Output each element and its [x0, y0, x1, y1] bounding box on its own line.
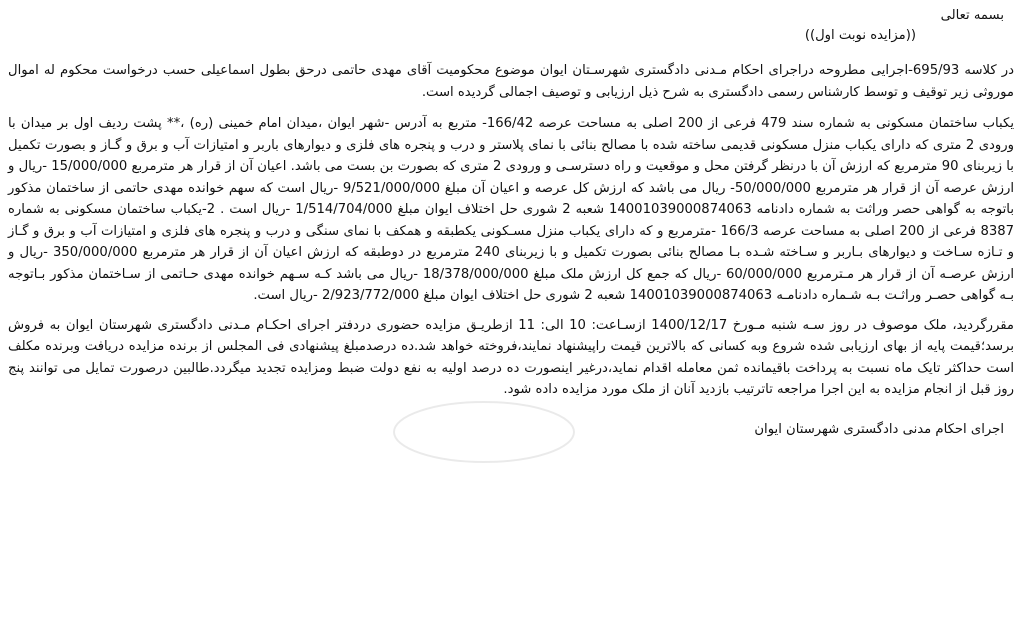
auction-conditions-paragraph: مقررگردید، ملک موصوف در روز سـه شنبه مـورخ 1400/12/17 ازسـاعت: 10 الی: 11 ازطریـق مزایده حضوری دردفتر اجرای احکـام مـدنی دادگستری شهرستان ایوان به فروش برسد؛قیمت پایه از بهای ارزیابی شده شروع وبه کسانی که بالاترین قیمت راپیشنهاد نمایند،فروخته خواهد شد.ده درصدمبلغ پیشنهادی فی المجلس از برنده مزایده دریافت وبرنده مکلف است حداکثر تایک ماه نسبت به پرداخت باقیمانده ثمن معامله اقدام نماید،درغیر اینصورت ده درصد اولیه به نفع دولت ضبط ومزایده تجدید میگردد.طالبین درصورت تمایل می توانند پنج روز قبل از انجام مزایده به این اجرا مراجعه تاترتیب بازدید آنان از ملک مورد مزایده داده شود.	[8, 317, 1014, 397]
notice-title: ((مزایده نوبت اول))	[804, 28, 916, 43]
auction-notice	[8, 6, 1014, 620]
signature-line: اجرای احکام مدنی دادگستری شهرستان ایوان	[754, 421, 1004, 437]
basmala-heading: بسمه تعالی	[940, 8, 1004, 23]
property-description-paragraph: یکباب ساختمان مسکونی به شماره سند 479 فرعی از 200 اصلی به مساحت عرصه 166/42- متربع به آدرس -شهر ایوان ،میدان امام خمینی (ره) ،** پشت ردیف اول بر میدان با ورودی 2 متری که دارای یکباب منزل مسکونی قدیمی ساخته شده با مصالح بنائی با نمای پلاستر و درب و پنجره های فلزی و دیوارهای باربر و امتیازات آب و برق و گـاز و بصورت تکمیل با زیربنای 90 مترمربع که ارزش آن با درنظر گرفتن محل و موقعیت و راه دسترسـی و ورودی 2 متری که بصورت بن بست می باشد. اعیان آن از قرار هر مترمربع 15/000/000 -ریال و ارزش عرصه آن از قرار هر مترمربع 50/000/000- ریال می باشد که ارزش کل عرصه و اعیان آن مبلغ 9/521/000/000 -ریال است که سهم خوانده مهدی حاتمی از ساختمان مذکور باتوجه به گواهی حصر وراثت به شماره دادنامه 14001039000874063 شعبه 2 شوری حل اختلاف ایوان مبلغ 1/514/704/000 -ریال است . 2-یکباب ساختمان مسکونی به شماره 8387 فرعی از 200 اصلی به مساحت عرصه 166/3 -مترمربع و که دارای یکباب منزل مسـکونی یکطبقه و همکف با نمای سنگی و درب و پنجره های فلزی و امتیازات آب و برق و گـاز و تـازه سـاخت و دیوارهای بـاربر و سـاخته شـده بـا مصالح بنائی بصورت تکمیل و با زیربنای 240 مترمربع در دوطبقه که ارزش اعیان آن از قرار هر مترمربع 350/000/000 -ریال و ارزش عرصـه آن از قرار هر مـترمربع 60/000/000 -ریال که جمع کل ارزش ملک مبلغ 18/378/000/000 -ریال می باشد کـه سـهم خوانده مهدی حـاتمی از سـاختمان مذکور بـاتوجه بـه گواهی حصـر وراثـت بـه شـماره دادنامـه 14001039000874063 شعبه 2 شوری حل اختلاف ایوان مبلغ 2/923/772/000 -ریال است.	[8, 116, 1015, 303]
intro-paragraph: در کلاسه 695/93-اجرایی مطروحه دراجرای احکام مـدنی دادگستری شهرسـتان ایوان موضوع محکومیت آقای مهدی حاتمی درحق بطول اسماعیلی حسب درخواست محکوم له اموال موروثی زیر توقیف و توسط کارشناس رسمی دادگستری به شرح ذیل ارزیابی و توصیف اجمالی گردیده است.	[8, 63, 1014, 100]
